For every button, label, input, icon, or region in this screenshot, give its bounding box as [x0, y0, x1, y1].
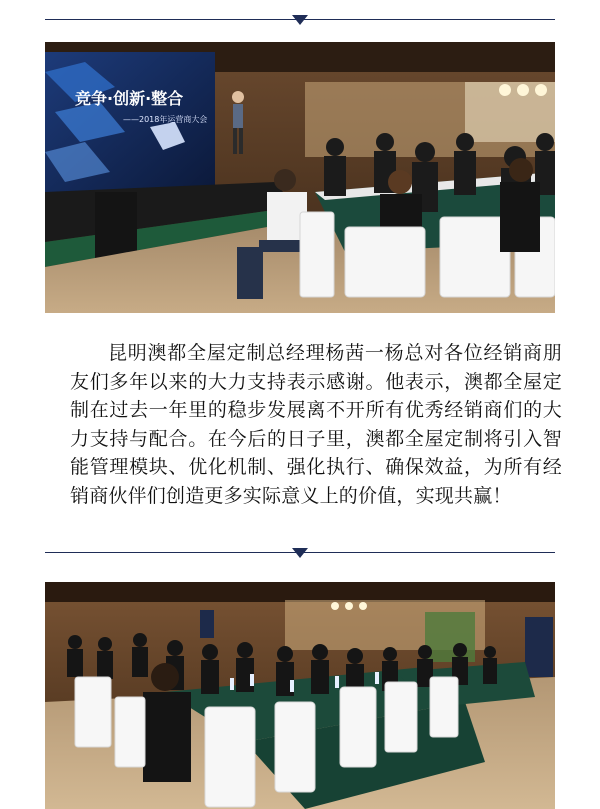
- conference-audience-illustration: [45, 582, 555, 809]
- conference-stage-illustration: [45, 42, 555, 313]
- triangle-marker-icon: [292, 548, 308, 558]
- screen-subtitle: ——2018年运营商大会: [123, 115, 208, 124]
- screen-title: 竞争·创新·整合: [75, 89, 184, 108]
- middle-divider: [45, 548, 555, 562]
- body-paragraph: 昆明澳都全屋定制总经理杨茜一杨总对各位经销商朋友们多年以来的大力支持表示感谢。他表示，澳都全屋定制在过去一年里的稳步发展离不开所有优秀经销商们的大力支持与配合。在今后的日子里，澳都全屋定制将引入智能管理模块、优化机制、强化执行、确保效益，为所有经销商伙伴们创造更多实际意义上的价值，实现共赢！: [70, 342, 562, 507]
- triangle-marker-icon: [292, 15, 308, 25]
- conference-stage-photo: [45, 42, 555, 313]
- top-divider: [45, 15, 555, 29]
- conference-audience-photo: [45, 582, 555, 809]
